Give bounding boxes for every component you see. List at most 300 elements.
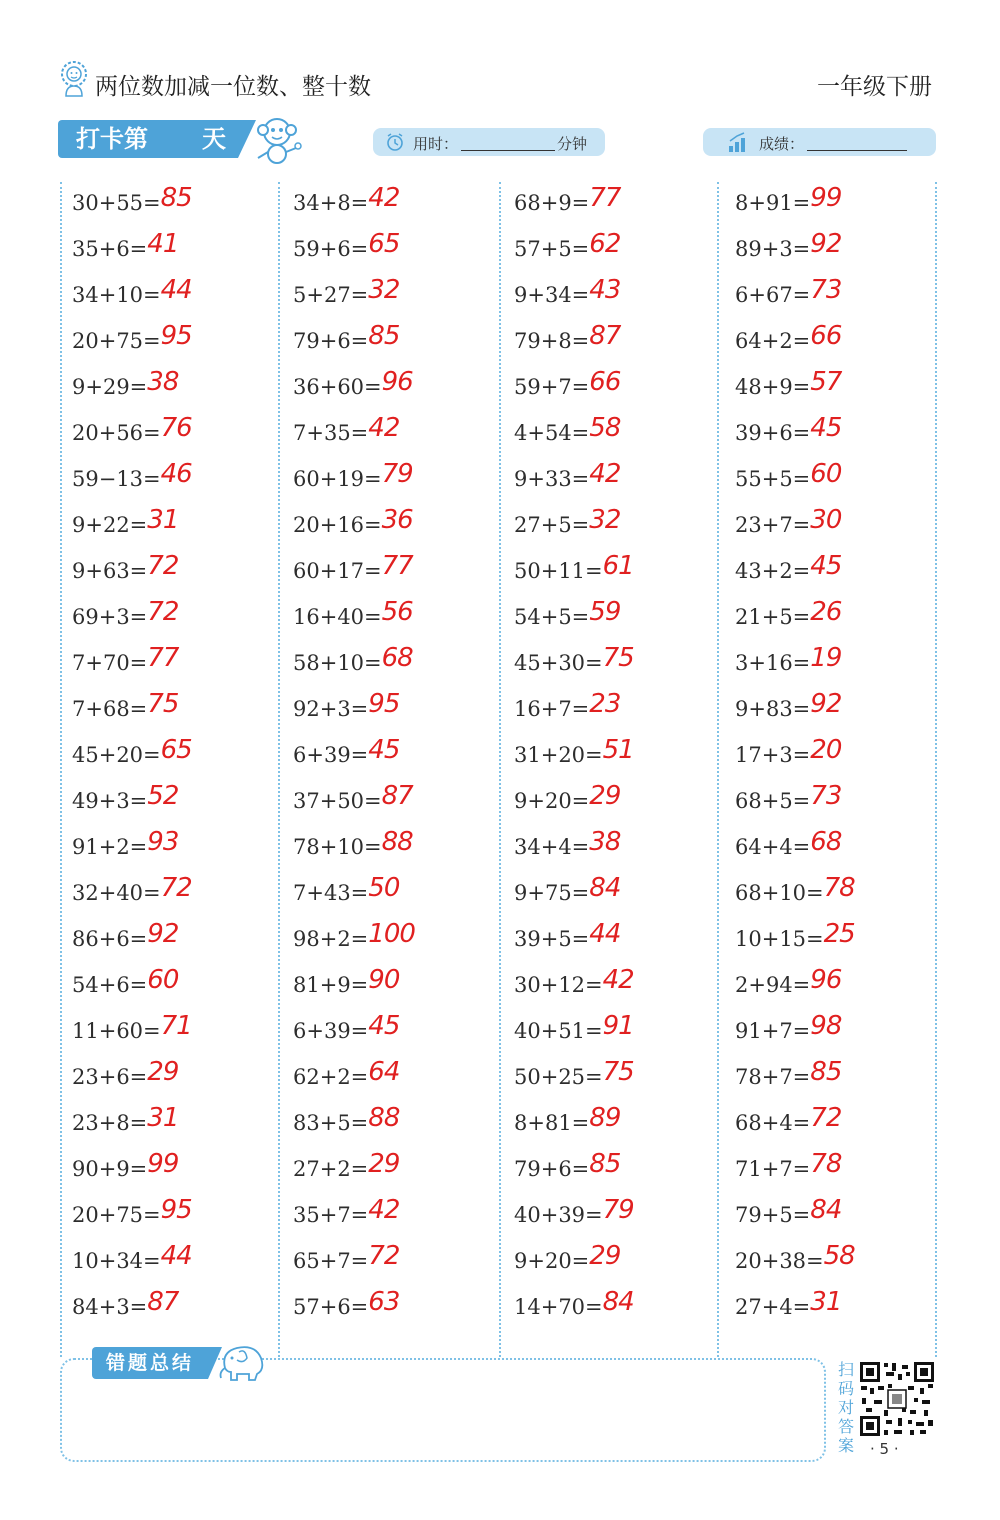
problem-row <box>514 180 634 226</box>
handwritten-answer[interactable]: 95 <box>160 1195 192 1225</box>
problem-row <box>514 1284 634 1330</box>
problem-expression: 9+63= <box>72 559 148 583</box>
problem-row <box>293 594 415 640</box>
problem-expression: 9+34= <box>514 283 590 307</box>
problem-expression: 7+70= <box>72 651 148 675</box>
problem-expression: 34+8= <box>293 191 369 215</box>
problem-expression: 14+70= <box>514 1295 603 1319</box>
problem-row <box>293 318 415 364</box>
problem-row <box>72 180 192 226</box>
problem-row <box>72 824 192 870</box>
problem-row <box>72 778 192 824</box>
problem-expression: 23+7= <box>735 513 811 537</box>
problem-row <box>293 1192 415 1238</box>
problem-row <box>514 870 634 916</box>
handwritten-answer[interactable]: 60 <box>147 965 179 995</box>
handwritten-answer[interactable]: 20 <box>810 735 842 765</box>
problem-expression: 27+2= <box>293 1157 369 1181</box>
handwritten-answer[interactable]: 31 <box>147 1103 179 1133</box>
problem-row <box>514 824 634 870</box>
problem-expression: 36+60= <box>293 375 382 399</box>
problem-expression: 83+5= <box>293 1111 369 1135</box>
problem-expression: 20+56= <box>72 421 161 445</box>
problem-expression: 9+22= <box>72 513 148 537</box>
problem-expression: 9+20= <box>514 1249 590 1273</box>
handwritten-answer[interactable]: 95 <box>160 321 192 351</box>
problem-row <box>72 456 192 502</box>
problem-row <box>514 318 634 364</box>
problem-expression: 68+5= <box>735 789 811 813</box>
handwritten-answer[interactable]: 50 <box>368 873 400 903</box>
problem-expression: 21+5= <box>735 605 811 629</box>
handwritten-answer[interactable]: 38 <box>147 367 179 397</box>
handwritten-answer[interactable]: 92 <box>147 919 179 949</box>
column-divider <box>717 182 719 1357</box>
handwritten-answer[interactable]: 59 <box>589 597 621 627</box>
handwritten-answer[interactable]: 44 <box>160 1241 192 1271</box>
handwritten-answer[interactable]: 68 <box>810 827 842 857</box>
problem-expression: 39+5= <box>514 927 590 951</box>
time-input-line[interactable] <box>461 150 555 151</box>
handwritten-answer[interactable]: 61 <box>602 551 634 581</box>
problem-expression: 92+3= <box>293 697 369 721</box>
handwritten-answer[interactable]: 84 <box>810 1195 842 1225</box>
problem-expression: 79+6= <box>293 329 369 353</box>
handwritten-answer[interactable]: 58 <box>823 1241 855 1271</box>
problem-expression: 20+16= <box>293 513 382 537</box>
problem-row <box>735 1100 855 1146</box>
handwritten-answer[interactable]: 19 <box>810 643 842 673</box>
problem-expression: 68+10= <box>735 881 824 905</box>
handwritten-answer[interactable]: 31 <box>147 505 179 535</box>
handwritten-answer[interactable]: 91 <box>602 1011 634 1041</box>
problem-expression: 5+27= <box>293 283 369 307</box>
checkin-suffix: 天 <box>202 125 226 153</box>
problem-expression: 11+60= <box>72 1019 161 1043</box>
problem-row <box>293 180 415 226</box>
problem-expression: 16+7= <box>514 697 590 721</box>
problem-column-3 <box>514 180 634 1330</box>
handwritten-answer[interactable]: 72 <box>147 597 179 627</box>
problem-expression: 91+2= <box>72 835 148 859</box>
problem-row <box>514 548 634 594</box>
problem-expression: 79+6= <box>514 1157 590 1181</box>
handwritten-answer[interactable]: 72 <box>160 873 192 903</box>
time-label: 用时： <box>413 135 459 153</box>
handwritten-answer[interactable]: 29 <box>589 1241 621 1271</box>
problem-expression: 30+12= <box>514 973 603 997</box>
problem-expression: 6+39= <box>293 1019 369 1043</box>
problem-row <box>735 456 855 502</box>
problem-expression: 68+4= <box>735 1111 811 1135</box>
handwritten-answer[interactable]: 66 <box>589 367 621 397</box>
problem-row <box>293 1284 415 1330</box>
handwritten-answer[interactable]: 41 <box>147 229 179 259</box>
column-divider <box>60 182 62 1357</box>
worksheet-title: 两位数加减一位数、整十数 <box>95 74 371 100</box>
qr-code-icon[interactable] <box>858 1360 936 1438</box>
problem-row <box>735 594 855 640</box>
handwritten-answer[interactable]: 68 <box>381 643 413 673</box>
grade-label: 一年级下册 <box>817 74 932 100</box>
handwritten-answer[interactable]: 85 <box>368 321 400 351</box>
problem-expression: 50+25= <box>514 1065 603 1089</box>
problem-expression: 4+54= <box>514 421 590 445</box>
problem-expression: 16+40= <box>293 605 382 629</box>
problem-row <box>514 226 634 272</box>
handwritten-answer[interactable]: 32 <box>368 275 400 305</box>
problem-row <box>514 1192 634 1238</box>
problem-row <box>293 778 415 824</box>
time-unit: 分钟 <box>557 135 588 153</box>
problem-row <box>735 962 855 1008</box>
problem-row <box>514 1238 634 1284</box>
handwritten-answer[interactable]: 75 <box>602 643 634 673</box>
problem-expression: 91+7= <box>735 1019 811 1043</box>
problem-row <box>735 364 855 410</box>
handwritten-answer[interactable]: 75 <box>147 689 179 719</box>
handwritten-answer[interactable]: 64 <box>368 1057 400 1087</box>
handwritten-answer[interactable]: 77 <box>589 183 621 213</box>
handwritten-answer[interactable]: 45 <box>810 551 842 581</box>
handwritten-answer[interactable]: 73 <box>810 275 842 305</box>
handwritten-answer[interactable]: 36 <box>381 505 413 535</box>
problem-expression: 60+17= <box>293 559 382 583</box>
handwritten-answer[interactable]: 26 <box>810 597 842 627</box>
problem-row <box>72 1192 192 1238</box>
problem-expression: 27+5= <box>514 513 590 537</box>
handwritten-answer[interactable]: 42 <box>589 459 621 489</box>
handwritten-answer[interactable]: 88 <box>368 1103 400 1133</box>
problem-row <box>293 686 415 732</box>
problem-expression: 58+10= <box>293 651 382 675</box>
problem-expression: 8+91= <box>735 191 811 215</box>
problem-expression: 40+39= <box>514 1203 603 1227</box>
handwritten-answer[interactable]: 87 <box>589 321 621 351</box>
problem-row <box>735 1146 855 1192</box>
problem-row <box>735 870 855 916</box>
problem-row <box>293 502 415 548</box>
problem-row <box>293 410 415 456</box>
problem-expression: 20+75= <box>72 1203 161 1227</box>
problem-expression: 20+38= <box>735 1249 824 1273</box>
handwritten-answer[interactable]: 84 <box>589 873 621 903</box>
problem-row <box>514 916 634 962</box>
problem-expression: 37+50= <box>293 789 382 813</box>
handwritten-answer[interactable]: 87 <box>381 781 413 811</box>
problem-row <box>72 364 192 410</box>
handwritten-answer[interactable]: 66 <box>810 321 842 351</box>
problem-row <box>293 824 415 870</box>
problem-expression: 10+15= <box>735 927 824 951</box>
score-field <box>703 128 936 156</box>
problem-expression: 9+20= <box>514 789 590 813</box>
handwritten-answer[interactable]: 65 <box>368 229 400 259</box>
lion-logo-icon <box>58 60 90 98</box>
problem-row <box>72 962 192 1008</box>
problem-row <box>735 318 855 364</box>
handwritten-answer[interactable]: 65 <box>160 735 192 765</box>
problem-row <box>735 1284 855 1330</box>
problem-column-2 <box>293 180 415 1330</box>
scan-answers-label: 扫码对答案 <box>837 1360 854 1455</box>
problem-row <box>72 870 192 916</box>
problem-row <box>72 226 192 272</box>
handwritten-answer[interactable]: 43 <box>589 275 621 305</box>
problem-expression: 3+16= <box>735 651 811 675</box>
problem-row <box>72 502 192 548</box>
problem-expression: 7+35= <box>293 421 369 445</box>
handwritten-answer[interactable]: 93 <box>147 827 179 857</box>
problem-row <box>293 272 415 318</box>
problem-expression: 35+7= <box>293 1203 369 1227</box>
handwritten-answer[interactable]: 51 <box>602 735 634 765</box>
problem-expression: 60+19= <box>293 467 382 491</box>
problem-row <box>735 732 855 778</box>
monkey-icon <box>250 112 304 166</box>
handwritten-answer[interactable]: 42 <box>368 1195 400 1225</box>
problem-expression: 86+6= <box>72 927 148 951</box>
column-divider <box>278 182 280 1357</box>
handwritten-answer[interactable]: 31 <box>810 1287 842 1317</box>
problem-row <box>293 870 415 916</box>
problem-expression: 78+10= <box>293 835 382 859</box>
handwritten-answer[interactable]: 73 <box>810 781 842 811</box>
problem-row <box>735 410 855 456</box>
page-number: · 5 · <box>870 1440 899 1458</box>
problem-expression: 7+43= <box>293 881 369 905</box>
handwritten-answer[interactable]: 77 <box>381 551 413 581</box>
score-input-line[interactable] <box>807 150 907 151</box>
problem-row <box>735 226 855 272</box>
problem-row <box>293 456 415 502</box>
problem-expression: 17+3= <box>735 743 811 767</box>
problem-expression: 54+5= <box>514 605 590 629</box>
problem-row <box>514 272 634 318</box>
problem-row <box>514 1054 634 1100</box>
handwritten-answer[interactable]: 85 <box>810 1057 842 1087</box>
handwritten-answer[interactable]: 79 <box>381 459 413 489</box>
problem-row <box>72 1100 192 1146</box>
handwritten-answer[interactable]: 45 <box>368 1011 400 1041</box>
problem-row <box>514 1008 634 1054</box>
problem-expression: 9+75= <box>514 881 590 905</box>
handwritten-answer[interactable]: 52 <box>147 781 179 811</box>
column-divider <box>499 182 501 1357</box>
problem-row <box>293 1008 415 1054</box>
problem-row <box>72 594 192 640</box>
problem-expression: 62+2= <box>293 1065 369 1089</box>
problem-expression: 69+3= <box>72 605 148 629</box>
handwritten-answer[interactable]: 63 <box>368 1287 400 1317</box>
problem-row <box>293 640 415 686</box>
problem-expression: 65+7= <box>293 1249 369 1273</box>
handwritten-answer[interactable]: 99 <box>147 1149 179 1179</box>
problem-row <box>72 640 192 686</box>
problem-row <box>72 732 192 778</box>
bar-chart-icon <box>727 131 749 153</box>
problem-expression: 57+6= <box>293 1295 369 1319</box>
problem-expression: 9+33= <box>514 467 590 491</box>
problem-expression: 23+6= <box>72 1065 148 1089</box>
problem-expression: 89+3= <box>735 237 811 261</box>
problem-expression: 71+7= <box>735 1157 811 1181</box>
problem-row <box>735 272 855 318</box>
problem-row <box>72 916 192 962</box>
problem-row <box>514 364 634 410</box>
handwritten-answer[interactable]: 95 <box>368 689 400 719</box>
problem-row <box>72 686 192 732</box>
problem-expression: 45+20= <box>72 743 161 767</box>
problem-expression: 68+9= <box>514 191 590 215</box>
problem-row <box>735 824 855 870</box>
problem-row <box>293 1238 415 1284</box>
handwritten-answer[interactable]: 72 <box>147 551 179 581</box>
problem-expression: 54+6= <box>72 973 148 997</box>
score-label: 成绩： <box>759 135 805 153</box>
elephant-icon <box>215 1338 271 1382</box>
handwritten-answer[interactable]: 62 <box>589 229 621 259</box>
problem-row <box>514 502 634 548</box>
problem-expression: 2+94= <box>735 973 811 997</box>
handwritten-answer[interactable]: 76 <box>160 413 192 443</box>
problem-row <box>514 686 634 732</box>
alarm-clock-icon <box>385 132 405 152</box>
handwritten-answer[interactable]: 56 <box>381 597 413 627</box>
handwritten-answer[interactable]: 30 <box>810 505 842 535</box>
problem-expression: 35+6= <box>72 237 148 261</box>
problem-row <box>735 1238 855 1284</box>
handwritten-answer[interactable]: 29 <box>368 1149 400 1179</box>
problem-expression: 9+83= <box>735 697 811 721</box>
problem-column-4 <box>735 180 855 1330</box>
handwritten-answer[interactable]: 88 <box>381 827 413 857</box>
problem-row <box>72 1054 192 1100</box>
handwritten-answer[interactable]: 85 <box>589 1149 621 1179</box>
problem-row <box>72 1284 192 1330</box>
handwritten-answer[interactable]: 38 <box>589 827 621 857</box>
handwritten-answer[interactable]: 71 <box>160 1011 192 1041</box>
problem-expression: 45+30= <box>514 651 603 675</box>
handwritten-answer[interactable]: 78 <box>810 1149 842 1179</box>
handwritten-answer[interactable]: 46 <box>160 459 192 489</box>
handwritten-answer[interactable]: 58 <box>589 413 621 443</box>
problem-column-1 <box>72 180 192 1330</box>
handwritten-answer[interactable]: 45 <box>810 413 842 443</box>
problem-row <box>514 962 634 1008</box>
handwritten-answer[interactable]: 44 <box>160 275 192 305</box>
handwritten-answer[interactable]: 42 <box>368 413 400 443</box>
problem-row <box>514 594 634 640</box>
problem-expression: 49+3= <box>72 789 148 813</box>
handwritten-answer[interactable]: 45 <box>368 735 400 765</box>
problem-expression: 27+4= <box>735 1295 811 1319</box>
handwritten-answer[interactable]: 32 <box>589 505 621 535</box>
problem-row <box>514 640 634 686</box>
problem-expression: 20+75= <box>72 329 161 353</box>
handwritten-answer[interactable]: 44 <box>589 919 621 949</box>
handwritten-answer[interactable]: 42 <box>602 965 634 995</box>
problem-expression: 32+40= <box>72 881 161 905</box>
problem-row <box>72 318 192 364</box>
problem-row <box>514 1146 634 1192</box>
problem-row <box>735 548 855 594</box>
problem-expression: 81+9= <box>293 973 369 997</box>
problem-row <box>735 1192 855 1238</box>
handwritten-answer[interactable]: 79 <box>602 1195 634 1225</box>
handwritten-answer[interactable]: 92 <box>810 229 842 259</box>
problem-row <box>72 410 192 456</box>
problem-row <box>514 1100 634 1146</box>
problem-row <box>735 1054 855 1100</box>
handwritten-answer[interactable]: 60 <box>810 459 842 489</box>
mistake-summary-label: 错题总结 <box>92 1347 208 1379</box>
column-divider <box>935 182 937 1357</box>
problem-row <box>735 686 855 732</box>
problem-expression: 8+81= <box>514 1111 590 1135</box>
handwritten-answer[interactable]: 85 <box>160 183 192 213</box>
handwritten-answer[interactable]: 29 <box>147 1057 179 1087</box>
problem-row <box>293 1100 415 1146</box>
handwritten-answer[interactable]: 84 <box>602 1287 634 1317</box>
problem-row <box>735 778 855 824</box>
handwritten-answer[interactable]: 98 <box>810 1011 842 1041</box>
problem-row <box>293 1146 415 1192</box>
problem-row <box>293 962 415 1008</box>
problem-row <box>293 916 415 962</box>
problem-row <box>72 548 192 594</box>
handwritten-answer[interactable]: 77 <box>147 643 179 673</box>
handwritten-answer[interactable]: 78 <box>823 873 855 903</box>
problem-row <box>514 732 634 778</box>
handwritten-answer[interactable]: 75 <box>602 1057 634 1087</box>
handwritten-answer[interactable]: 89 <box>589 1103 621 1133</box>
handwritten-answer[interactable]: 90 <box>368 965 400 995</box>
handwritten-answer[interactable]: 57 <box>810 367 842 397</box>
handwritten-answer[interactable]: 100 <box>368 919 415 949</box>
problem-expression: 90+9= <box>72 1157 148 1181</box>
problem-expression: 79+8= <box>514 329 590 353</box>
handwritten-answer[interactable]: 87 <box>147 1287 179 1317</box>
handwritten-answer[interactable]: 23 <box>589 689 621 719</box>
problem-expression: 43+2= <box>735 559 811 583</box>
handwritten-answer[interactable]: 96 <box>381 367 413 397</box>
problem-row <box>514 456 634 502</box>
handwritten-answer[interactable]: 99 <box>810 183 842 213</box>
handwritten-answer[interactable]: 92 <box>810 689 842 719</box>
problem-row <box>293 226 415 272</box>
handwritten-answer[interactable]: 96 <box>810 965 842 995</box>
problem-expression: 34+10= <box>72 283 161 307</box>
handwritten-answer[interactable]: 72 <box>368 1241 400 1271</box>
handwritten-answer[interactable]: 72 <box>810 1103 842 1133</box>
handwritten-answer[interactable]: 42 <box>368 183 400 213</box>
problem-row <box>735 502 855 548</box>
problem-row <box>735 1008 855 1054</box>
problem-row <box>72 1008 192 1054</box>
problem-expression: 40+51= <box>514 1019 603 1043</box>
handwritten-answer[interactable]: 29 <box>589 781 621 811</box>
problem-expression: 64+2= <box>735 329 811 353</box>
time-field <box>373 128 605 156</box>
problem-row <box>293 1054 415 1100</box>
problem-expression: 84+3= <box>72 1295 148 1319</box>
problem-row <box>72 1238 192 1284</box>
handwritten-answer[interactable]: 25 <box>823 919 855 949</box>
problem-expression: 31+20= <box>514 743 603 767</box>
problem-expression: 7+68= <box>72 697 148 721</box>
problem-row <box>72 1146 192 1192</box>
